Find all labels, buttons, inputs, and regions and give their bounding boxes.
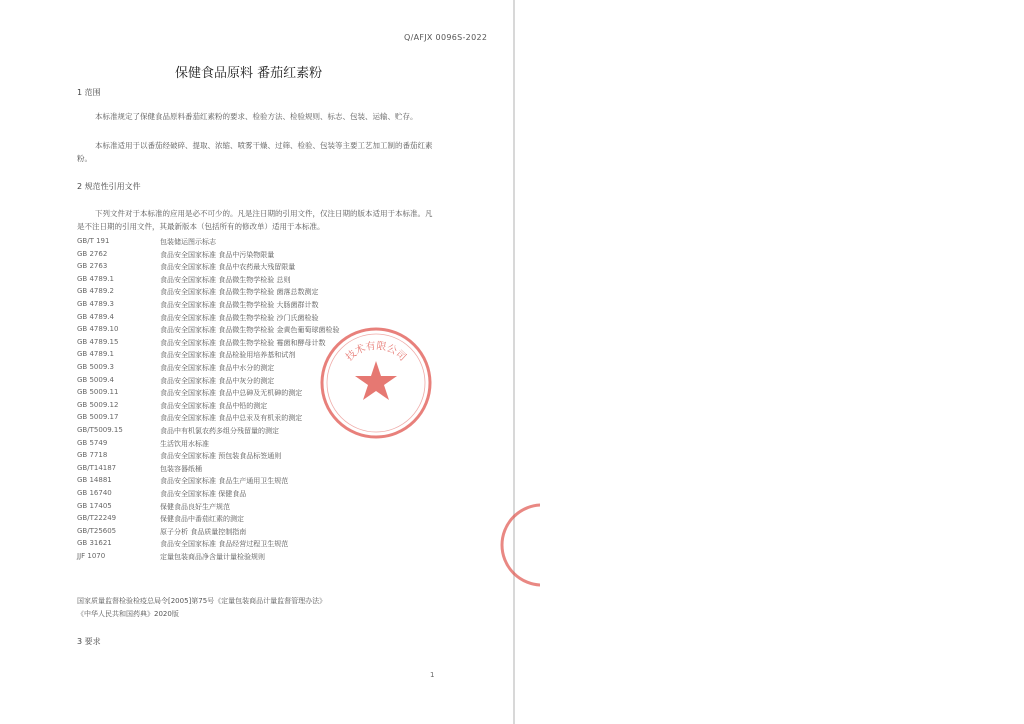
reference-code: GB 4789.1 — [77, 350, 114, 359]
reference-code: GB 2762 — [77, 249, 108, 258]
seal-text: 技术有限公司 — [344, 340, 408, 364]
reference-code: GB 14881 — [77, 476, 112, 485]
reference-title: 原子分析 食品质量控制指南 — [160, 527, 247, 536]
reference-code: GB 31621 — [77, 539, 112, 548]
reference-code: GB/T14187 — [77, 463, 117, 472]
reference-code: GB/T22249 — [77, 514, 117, 523]
document-id: Q/AFJX 0096S-2022 — [404, 33, 488, 42]
section-2-heading: 2 规范性引用文件 — [77, 182, 141, 191]
reference-code: JJF 1070 — [77, 552, 106, 560]
partial-seal-edge — [480, 500, 540, 590]
company-seal — [318, 325, 434, 441]
reference-title: 食品安全国家标准 预包装食品标签通则 — [160, 452, 282, 461]
reference-code: GB 16740 — [77, 489, 112, 497]
reference-code: GB 5009.11 — [77, 388, 119, 397]
reference-title: 包装储运图示标志 — [160, 238, 216, 246]
reference-title: 食品安全国家标准 食品中农药最大残留限量 — [160, 263, 296, 272]
reference-code: GB 5009.3 — [77, 363, 114, 371]
reference-code: GB 17405 — [77, 501, 112, 510]
section-1-heading: 1 范围 — [77, 88, 101, 97]
reference-code: GB 4789.15 — [77, 337, 119, 346]
reference-title: 生活饮用水标准 — [160, 439, 209, 448]
reference-code: GB/T5009.15 — [77, 426, 123, 434]
reference-title: 保健食品中番茄红素的测定 — [160, 515, 244, 524]
reference-title: 保健食品良好生产规范 — [160, 502, 230, 511]
reference-code: GB 4789.4 — [77, 312, 114, 321]
section-2-paragraph-1: 下列文件对于本标准的应用是必不可少的。凡是注日期的引用文件，仅注日期的版本适用于本标准。凡是不注日期的引用文件，其最新版本（包括所有的修改单）适用于本标准。 — [77, 209, 433, 231]
reference-title: 食品安全国家标准 食品检验用培养基和试剂 — [160, 351, 296, 360]
reference-code: GB 5009.4 — [77, 375, 114, 384]
reference-title: 食品安全国家标准 保健食品 — [160, 490, 247, 498]
reference-title: 食品安全国家标准 食品中铅的测定 — [160, 401, 268, 410]
reference-title: 食品安全国家标准 食品生产通用卫生规范 — [160, 477, 289, 486]
section-1-paragraph-1: 本标准规定了保健食品原料番茄红素粉的要求、检验方法、检验规则、标志、包装、运输、贮存。 — [95, 112, 418, 121]
reference-code: GB 5749 — [77, 438, 108, 447]
section-3-heading: 3 要求 — [77, 637, 101, 646]
reference-title: 食品安全国家标准 食品微生物学检验 大肠菌群计数 — [160, 301, 319, 309]
reference-title: 食品安全国家标准 食品微生物学检验 沙门氏菌检验 — [160, 313, 319, 322]
reference-title: 包装容器纸桶 — [160, 464, 202, 473]
svg-text:技术有限公司 — [343, 339, 409, 364]
regulation-line: 国家质量监督检验检疫总局令[2005]第75号《定量包装商品计量监督管理办法》 — [77, 597, 327, 605]
reference-title: 食品安全国家标准 食品微生物学检验 总则 — [160, 275, 291, 284]
pharmacopoeia-line: 《中华人民共和国药典》2020版 — [77, 610, 179, 618]
reference-code: GB 4789.1 — [77, 274, 114, 283]
reference-title: 食品安全国家标准 食品中灰分的测定 — [160, 376, 275, 385]
seal-star-icon — [355, 361, 397, 400]
page-number: 1 — [430, 671, 435, 679]
reference-title: 食品安全国家标准 食品微生物学检验 霉菌和酵母计数 — [160, 338, 326, 347]
reference-code: GB/T25605 — [77, 526, 117, 535]
reference-code: GB 7718 — [77, 451, 108, 460]
reference-title: 食品安全国家标准 食品经营过程卫生规范 — [160, 540, 289, 549]
reference-code: GB/T 191 — [77, 237, 110, 245]
reference-code: GB 2763 — [77, 262, 108, 271]
reference-code: GB 5009.12 — [77, 400, 119, 409]
reference-code: GB 5009.17 — [77, 413, 119, 422]
reference-code: GB 4789.10 — [77, 325, 119, 334]
reference-title: 定量包装商品净含量计量检验规则 — [160, 553, 265, 561]
reference-title: 食品中有机氯农药多组分残留量的测定 — [160, 427, 279, 435]
reference-code: GB 4789.2 — [77, 287, 114, 296]
document-title: 保健食品原料 番茄红素粉 — [175, 66, 323, 81]
section-1-paragraph-2: 本标准适用于以番茄经破碎、提取、浓缩、喷雾干燥、过筛、检验、包装等主要工艺加工制的番茄红素粉。 — [77, 141, 433, 163]
reference-code: GB 4789.3 — [77, 300, 114, 308]
reference-title: 食品安全国家标准 食品中总汞及有机汞的测定 — [160, 414, 303, 423]
reference-title: 食品安全国家标准 食品中总砷及无机砷的测定 — [160, 389, 303, 398]
reference-title: 食品安全国家标准 食品微生物学检验 菌落总数测定 — [160, 288, 319, 297]
reference-title: 食品安全国家标准 食品中污染物限量 — [160, 250, 275, 259]
page-fold-divider — [513, 0, 515, 724]
reference-title: 食品安全国家标准 食品微生物学检验 金黄色葡萄球菌检验 — [160, 326, 340, 335]
reference-title: 食品安全国家标准 食品中水分的测定 — [160, 364, 275, 372]
